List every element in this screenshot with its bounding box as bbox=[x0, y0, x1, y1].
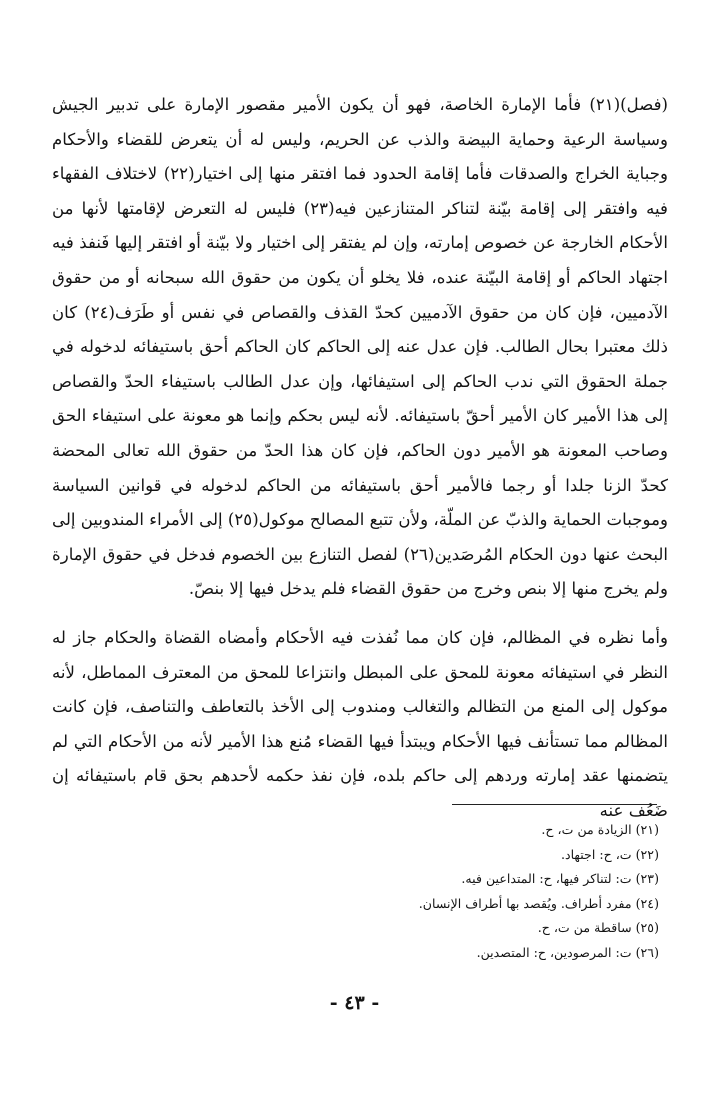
footnote-25: (٢٥) ساقطة من ت، ح. bbox=[537, 920, 659, 935]
footnote-26: (٢٦) ت: المرصودين، ح: المتصدين. bbox=[476, 944, 659, 960]
main-text bbox=[52, 88, 668, 828]
paragraph-khassa: (فصل)(٢١) فأما الإمارة الخاصة، فهو أن يكون الأمير مقصور الإمارة على تدبير الجيش وسياسة الرعية وحماية البيضة والذب عن الحريم، وليس له أن يتعرض للقضاء والأحكام وجباية الخراج والصدقات فأما إقامة الحدود فما افتقر منها إلى اختيار(٢٢) لاختلاف الفقهاء فيه وافتقر إلى إقامة بيّنة لتناكر المتنازعين فيه(٢٣) فليس له التعرض لإقامتها لأنها من الأحكام الخارجة عن خصوص إمارته، وإن لم يفتقر إلى اختيار ولا بيّنة أو افتقر إليها فَنفذ فيه اجتهاد الحاكم أو إقامة البيّنة عنده، فلا يخلو أن يكون من حقوق الله سبحانه أو من حقوق الآدميين، فإن كان من حقوق الآدميين كحدّ القذف والقصاص في نفس أو طَرَف(٢٤) كان ذلك معتبرا بحال الطالب. فإن عدل عنه إلى الحاكم كان الحاكم أحق باستيفائه لدخوله في جملة الحقوق التي ندب الحاكم إلى استيفائها، وإن عدل الطالب باستيفاء الحدّ والقصاص إلى هذا الأمير كان الأمير أحقّ باستيفائه. لأنه ليس بحكم وإنما هو معونة على استيفاء الحق وصاحب المعونة هو الأمير دون الحاكم، فإن كان هذا الحدّ من حقوق الله تعالى المحضة كحدّ الزنا جلدا أو رجما فالأمير أحق باستيفائه من الحاكم لدخوله في قوانين السياسة وموجبات الحماية والذبّ عن الملّة، ولأن تتبع المصالح موكول(٢٥) إلى الأمراء المندوبين إلى البحث عنها دون الحكام المُرصَدين(٢٦) لفصل التنازع بين الخصوم فدخل في حقوق الإمارة ولم يخرج منها إلا بنص وخرج من حقوق القضاء فلم يدخل فيها إلا بنصّ. bbox=[52, 95, 668, 599]
paragraph-mazalim: وأما نظره في المظالم، فإن كان مما نُفذت فيه الأحكام وأمضاه القضاة والحكام جاز له النظر في استيفائه معونة للمحق على المبطل وانتزاعا للمحق من المعترف المماطل، لأنه موكول إلى المنع من التظالم والتغالب ومندوب إلى الأخذ بالتعاطف والتناصف، فإن كانت المظالم مما تستأنف فيها الأحكام ويبتدأ فيها القضاء مُنع هذا الأمير لأنه من الأحكام التي لم يتضمنها عقد إمارته وردهم إلى حاكم بلده، فإن نفذ حكمه لأحدهم بحق قام باستيفائه إن ضَعُف عنه bbox=[52, 627, 668, 820]
page-number: - ٤٣ - bbox=[329, 992, 380, 1014]
footnote-21: (٢١) الزيادة من ت، ح. bbox=[541, 822, 659, 837]
footnote-separator bbox=[452, 804, 657, 805]
footnote-24: (٢٤) مفرد أطراف. ويُقصد بها أطراف الإنسان. bbox=[418, 895, 659, 911]
footnote-22: (٢٢) ت، ح: اجتهاد. bbox=[560, 846, 659, 862]
footnotes bbox=[159, 818, 659, 965]
footnote-23: (٢٣) ت: لتناكر فيها، ح: المتداعين فيه. bbox=[461, 871, 659, 886]
